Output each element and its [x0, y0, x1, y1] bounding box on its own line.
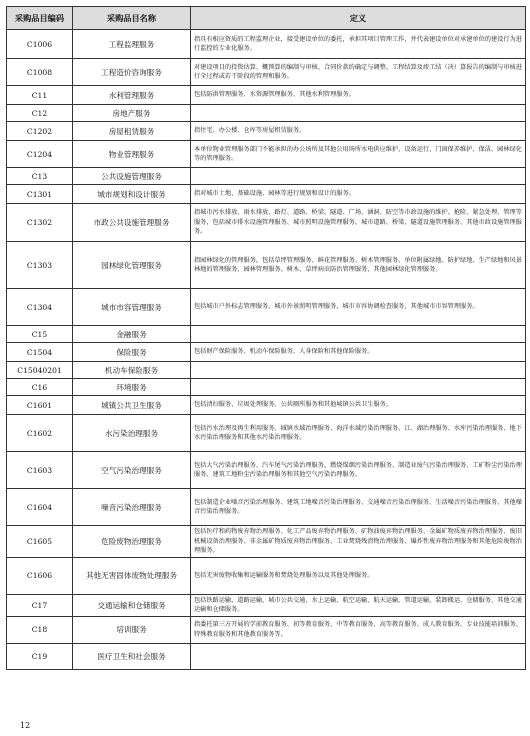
table-row [7, 643, 526, 669]
row-name: 环境服务 [73, 379, 191, 396]
table-row [7, 594, 526, 616]
table-body [7, 30, 526, 670]
row-code: C1601 [7, 396, 73, 415]
table-row [7, 362, 526, 379]
row-code: C17 [7, 594, 73, 616]
row-name: 城市规划和设计服务 [73, 185, 191, 204]
row-code: C11 [7, 86, 73, 105]
row-definition: 指委托第三方开展的学前教育服务、初等教育服务、中等教育服务、高等教育服务、成人教育服务、专业技能培训服务、特殊教育服务和其他教育服务等。 [191, 616, 526, 643]
table-row [7, 168, 526, 185]
row-definition: 指园林绿化的管理服务，包括草坪管理服务、鲜花管理服务、树木管理服务、单位附属绿地、防护绿地、生产绿地和风景林地的管理服务、园林管理服务、树木、草坪病虫防治管理服务、其他园林绿化管理服务。 [191, 242, 526, 289]
page-number: 12 [20, 721, 31, 730]
document-page [6, 6, 525, 670]
table-row [7, 526, 526, 558]
row-definition: 包括清扫服务、垃圾处理服务、公共厕所服务和其他城镇公共卫生服务。 [191, 396, 526, 415]
row-name: 危险废物治理服务 [73, 526, 191, 558]
table-row [7, 326, 526, 343]
row-definition [191, 643, 526, 669]
table-row [7, 86, 526, 105]
table-row [7, 452, 526, 489]
row-definition [191, 168, 526, 185]
table-row [7, 379, 526, 396]
table-row [7, 489, 526, 526]
table-row [7, 204, 526, 242]
row-code: C1302 [7, 204, 73, 242]
row-definition: 包括大气污染治理服务、汽车尾气污染治理服务、燃烧煤烟污染治理服务、制造业废气污染治理服务、工矿粉尘污染治理服务、建筑工地粉尘污染治理服务和其他空气污染治理服务。 [191, 452, 526, 489]
row-definition: 指具有相应资质的工程监理企业，接受建设单位的委托，承担其项目管理工作，并代表建设单位对承建单位的建设行为进行监控的专业化服务。 [191, 30, 526, 59]
row-code: C19 [7, 643, 73, 669]
row-name: 医疗卫生和社会服务 [73, 643, 191, 669]
row-code: C1606 [7, 557, 73, 594]
table-row [7, 30, 526, 59]
row-name: 交通运输和仓储服务 [73, 594, 191, 616]
row-code: C13 [7, 168, 73, 185]
table-row [7, 415, 526, 452]
row-name: 金融服务 [73, 326, 191, 343]
row-name: 其他无害固体废物处理服务 [73, 557, 191, 594]
row-definition: 本单位物业管理服务部门不能承担的办公场所及其他公用场所水电供应维护、设备运行、门窗保养维护、保洁、园林绿化等的管理服务。 [191, 141, 526, 168]
row-name: 水利管理服务 [73, 86, 191, 105]
row-code: C15 [7, 326, 73, 343]
row-code: C1603 [7, 452, 73, 489]
row-definition: 指城市污水排放、雨水排放、路灯、道路、桥梁、隧道、广场、涵洞、防空等市政设施的维护、抢险、紧急处理、管理等服务，包括城市排水设施管理服务、城市照明设施管理服务、城市道路、桥梁、隧道设施管理服务、其他市政设施管理服务。 [191, 204, 526, 242]
row-definition [191, 326, 526, 343]
table-row [7, 616, 526, 643]
row-code: C1008 [7, 59, 73, 86]
row-definition: 指对城市土地、基础设施、园林等进行规划和设计的服务。 [191, 185, 526, 204]
table-row [7, 242, 526, 289]
row-name: 房地产服务 [73, 105, 191, 122]
row-name: 水污染治理服务 [73, 415, 191, 452]
table-row [7, 105, 526, 122]
row-definition: 包括无害废物收集和运输服务和焚烧处理服务以及其他处理服务。 [191, 557, 526, 594]
row-definition: 包括污水治理及再生利用服务、城镇水域治理服务、海洋水域污染治理服务、江、湖治理服务、水库污染治理服务、地下水污染治理服务和其他水污染治理服务。 [191, 415, 526, 452]
row-name: 工程监理服务 [73, 30, 191, 59]
row-name: 机动车保险服务 [73, 362, 191, 379]
row-definition: 包括防洪管理服务、水资源管理服务、其他水利管理服务。 [191, 86, 526, 105]
row-code: C1605 [7, 526, 73, 558]
row-definition: 包括医疗和药物废弃物治理服务、化工产品废弃物治理服务、矿物油废弃物治理服务、金属矿物质废弃物治理服务、废旧机械设备治理服务、非金属矿物质废弃物治理服务、工业焚烧残渣物治理服务、爆炸性废弃物治理服务和其他危险废物治理服务。 [191, 526, 526, 558]
row-code: C1304 [7, 289, 73, 326]
table-row [7, 396, 526, 415]
row-code: C1301 [7, 185, 73, 204]
row-definition: 包括城市户外标志管理服务、城市外景照明管理服务、城市市容协调检查服务、其他城市市容管理服务。 [191, 289, 526, 326]
row-code: C18 [7, 616, 73, 643]
row-code: C12 [7, 105, 73, 122]
row-name: 噪音污染治理服务 [73, 489, 191, 526]
row-code: C1504 [7, 343, 73, 362]
table-row [7, 343, 526, 362]
row-name: 工程造价咨询服务 [73, 59, 191, 86]
row-name: 城市市容管理服务 [73, 289, 191, 326]
row-code: C16 [7, 379, 73, 396]
row-definition [191, 379, 526, 396]
row-code: C15040201 [7, 362, 73, 379]
row-code: C1202 [7, 122, 73, 141]
row-name: 培训服务 [73, 616, 191, 643]
row-name: 园林绿化管理服务 [73, 242, 191, 289]
row-name: 市政公共设施管理服务 [73, 204, 191, 242]
header-name: 采购品目名称 [73, 7, 191, 30]
row-code: C1604 [7, 489, 73, 526]
row-definition: 包括财产保险服务、机动车保险服务、人身保险和其他保险服务。 [191, 343, 526, 362]
row-name: 物业管理服务 [73, 141, 191, 168]
row-definition [191, 362, 526, 379]
row-name: 保险服务 [73, 343, 191, 362]
procurement-table [6, 6, 526, 670]
row-name: 空气污染治理服务 [73, 452, 191, 489]
table-row [7, 289, 526, 326]
table-row [7, 557, 526, 594]
table-row [7, 122, 526, 141]
row-code: C1006 [7, 30, 73, 59]
row-definition [191, 105, 526, 122]
header-definition: 定义 [191, 7, 526, 30]
table-row [7, 141, 526, 168]
table-row [7, 185, 526, 204]
row-definition: 包括制造企业噪音污染治理服务、建筑工地噪音污染治理服务、交通噪音污染治理服务、生活噪音污染治理服务、其他噪音污染治理服务。 [191, 489, 526, 526]
header-code: 采购品目编码 [7, 7, 73, 30]
row-definition: 对建设项目的投资估算、概预算的编制与审核、合同价款的确定与调整、工程结算及竣工结（决）算报告的编制与审核进行全过程或若干阶段的管理和服务。 [191, 59, 526, 86]
row-code: C1303 [7, 242, 73, 289]
table-header-row [7, 7, 526, 30]
row-definition: 包括铁路运输、道路运输、城市公共交通、水上运输、航空运输、航天运输、管道运输、装卸搬运、仓储服务、其他交通运输和仓储服务。 [191, 594, 526, 616]
row-code: C1602 [7, 415, 73, 452]
row-name: 城镇公共卫生服务 [73, 396, 191, 415]
row-name: 公共设施管理服务 [73, 168, 191, 185]
table-row [7, 59, 526, 86]
row-code: C1204 [7, 141, 73, 168]
row-name: 房屋租赁服务 [73, 122, 191, 141]
row-definition: 指住宅、办公楼、仓库等房屋租赁服务。 [191, 122, 526, 141]
